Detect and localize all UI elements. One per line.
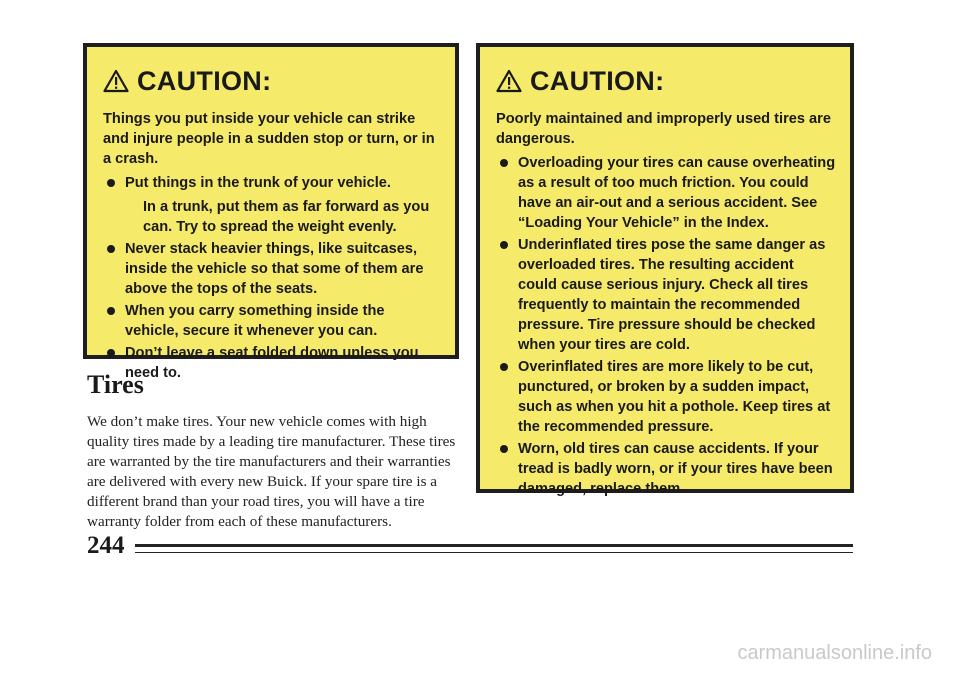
bullet-item <box>496 357 836 437</box>
bullet-dot <box>500 445 508 453</box>
page-number: 244 <box>87 532 125 559</box>
footer-rule <box>135 544 853 553</box>
caution-box-cargo <box>83 43 459 381</box>
bullet-dot <box>107 179 115 187</box>
bullet-item <box>103 173 441 237</box>
bullet-item <box>103 343 441 383</box>
bullet-item <box>103 301 441 341</box>
warning-triangle-icon <box>103 69 129 93</box>
caution-bullet-list <box>496 153 836 499</box>
bullet-text: Worn, old tires can cause accidents. If your tread is badly worn, or if your tires have been damaged, replace them. <box>518 441 833 497</box>
warning-triangle-icon <box>496 69 522 93</box>
bullet-dot <box>107 307 115 315</box>
bullet-dot <box>107 245 115 253</box>
caution-intro: Poorly maintained and improperly used tires are dangerous. <box>496 111 831 147</box>
caution-heading <box>496 61 836 101</box>
bullet-item <box>103 239 441 299</box>
caution-intro: Things you put inside your vehicle can strike and injure people in a sudden stop or turn, or in a crash. <box>103 111 435 167</box>
section-body: We don’t make tires. Your new vehicle comes with high quality tires made by a leading tire manufacturer. These tires are warranted by the tire manufacturers and their warranties are delivered with every new Buick. If your spare tire is a different brand than your road tires, you will have a tire warranty folder from each of these manufacturers. <box>87 413 456 530</box>
caution-title: CAUTION: <box>137 65 272 96</box>
bullet-dot <box>500 159 508 167</box>
bullet-text: Underinflated tires pose the same danger as overloaded tires. The resulting accident could cause serious injury. Check all tires frequently to maintain the recommended pressure. Tire pressure should be checked when your tires are cold. <box>518 237 826 353</box>
bullet-subtext: In a trunk, put them as far forward as you can. Try to spread the weight evenly. <box>143 199 430 235</box>
bullet-text: Overloading your tires can cause overheating as a result of too much friction. You could have an air-out and a serious accident. See “Loading Your Vehicle” in the Index. <box>518 155 836 231</box>
caution-title: CAUTION: <box>530 65 665 96</box>
caution-heading <box>103 61 441 101</box>
bullet-dot <box>107 349 115 357</box>
bullet-item <box>496 153 836 233</box>
bullet-text: Put things in the trunk of your vehicle. <box>125 175 391 191</box>
bullet-item <box>496 439 836 499</box>
bullet-dot <box>500 241 508 249</box>
bullet-text: Don’t leave a seat folded down unless you need to. <box>125 345 419 381</box>
caution-bullet-list <box>103 173 441 383</box>
bullet-text: Overinflated tires are more likely to be cut, punctured, or broken by a sudden impact, such as when you hit a pothole. Keep tires at the recommended pressure. <box>518 359 831 435</box>
bullet-text: Never stack heavier things, like suitcases, inside the vehicle so that some of them are above the tops of the seats. <box>125 241 424 297</box>
caution-box-tires <box>476 43 854 497</box>
watermark: carmanualsonline.info <box>737 642 932 664</box>
bullet-item <box>496 235 836 355</box>
section-title: Tires <box>87 370 144 399</box>
bullet-dot <box>500 363 508 371</box>
bullet-text: When you carry something inside the vehicle, secure it whenever you can. <box>125 303 385 339</box>
